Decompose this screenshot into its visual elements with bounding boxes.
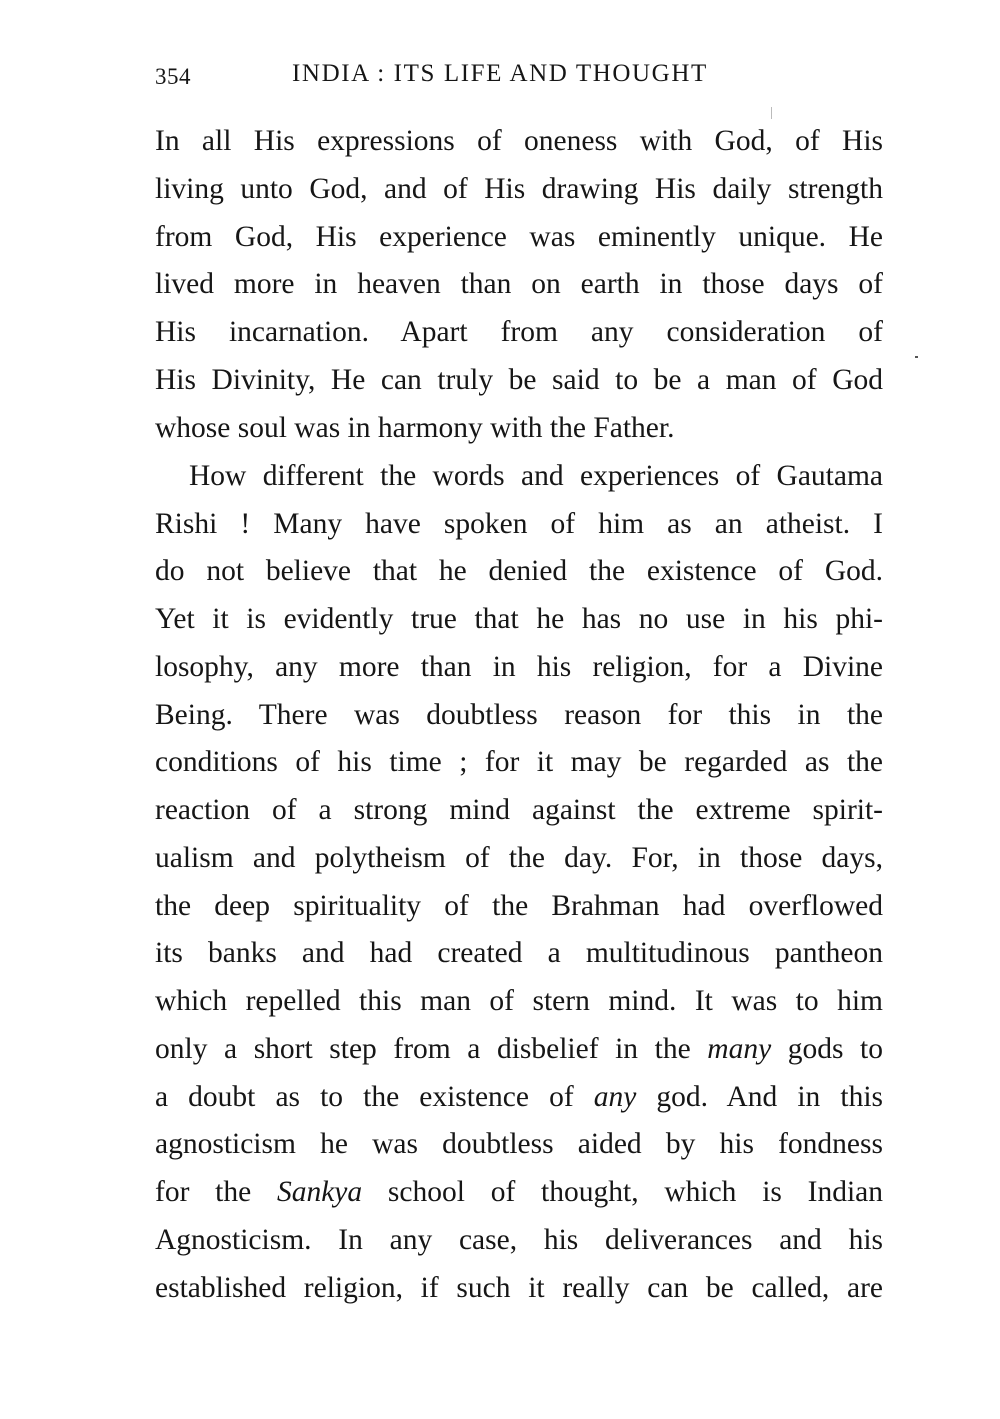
text-line: established religion, if such it really can be called, are	[155, 1271, 883, 1304]
text-line: reaction of a strong mind against the extreme spirit-	[155, 794, 883, 826]
text-line: its banks and had created a multitudinous pantheon	[155, 937, 883, 970]
text-line	[155, 1169, 883, 1217]
text-line: living unto God, and of His drawing His daily strength	[155, 172, 883, 205]
text-line: agnosticism he was doubtless aided by his fondness	[155, 1128, 883, 1161]
text-line: the deep spirituality of the Brahman had overflowed	[155, 889, 883, 922]
text-line: losophy, any more than in his religion, for a Divine	[155, 650, 883, 683]
text-line: Yet it is evidently true that he has no use in his phi-	[155, 603, 883, 635]
text-line	[155, 1074, 883, 1122]
text-line: do not believe that he denied the existence of God.	[155, 555, 883, 588]
text-run: a doubt as to the existence of	[155, 1080, 594, 1113]
text-line: Rishi ! Many have spoken of him as an atheist. I	[155, 507, 883, 540]
running-header	[155, 60, 885, 100]
paragraph	[155, 118, 883, 452]
italic-word: many	[707, 1032, 772, 1065]
italic-word: Sankya	[276, 1176, 363, 1208]
text-line: from God, His experience was eminently unique. He	[155, 220, 883, 253]
text-run: god. And in this	[636, 1080, 883, 1113]
text-line: How different the words and experiences of Gautama	[189, 459, 883, 492]
text-line: His Divinity, He can truly be said to be a man of God	[155, 363, 883, 396]
text-run: school of thought, which is Indian	[362, 1176, 883, 1208]
body-text	[155, 118, 883, 1312]
text-run: for the	[155, 1176, 277, 1208]
text-run: gods to	[771, 1032, 884, 1065]
text-run: only a short step from a disbelief in the	[155, 1032, 708, 1065]
text-line: lived more in heaven than on earth in those days of	[155, 268, 883, 301]
text-line: Being. There was doubtless reason for this in the	[155, 698, 883, 731]
text-line: Agnosticism. In any case, his deliverances and his	[155, 1223, 883, 1256]
text-line: conditions of his time ; for it may be regarded as the	[155, 746, 883, 779]
text-line: In all His expressions of oneness with God, of His	[155, 125, 883, 157]
text-line: whose soul was in harmony with the Father.	[155, 411, 675, 444]
scan-speck	[915, 356, 918, 358]
text-line	[155, 1026, 883, 1074]
text-line: which repelled this man of stern mind. It was to him	[155, 985, 883, 1017]
italic-word: any	[593, 1080, 637, 1113]
running-title: INDIA : ITS LIFE AND THOUGHT	[292, 60, 708, 87]
text-line: His incarnation. Apart from any consideration of	[155, 316, 883, 348]
page-number: 354	[155, 64, 191, 89]
text-line: ualism and polytheism of the day. For, in those days,	[155, 841, 883, 874]
paragraph	[155, 453, 883, 1313]
